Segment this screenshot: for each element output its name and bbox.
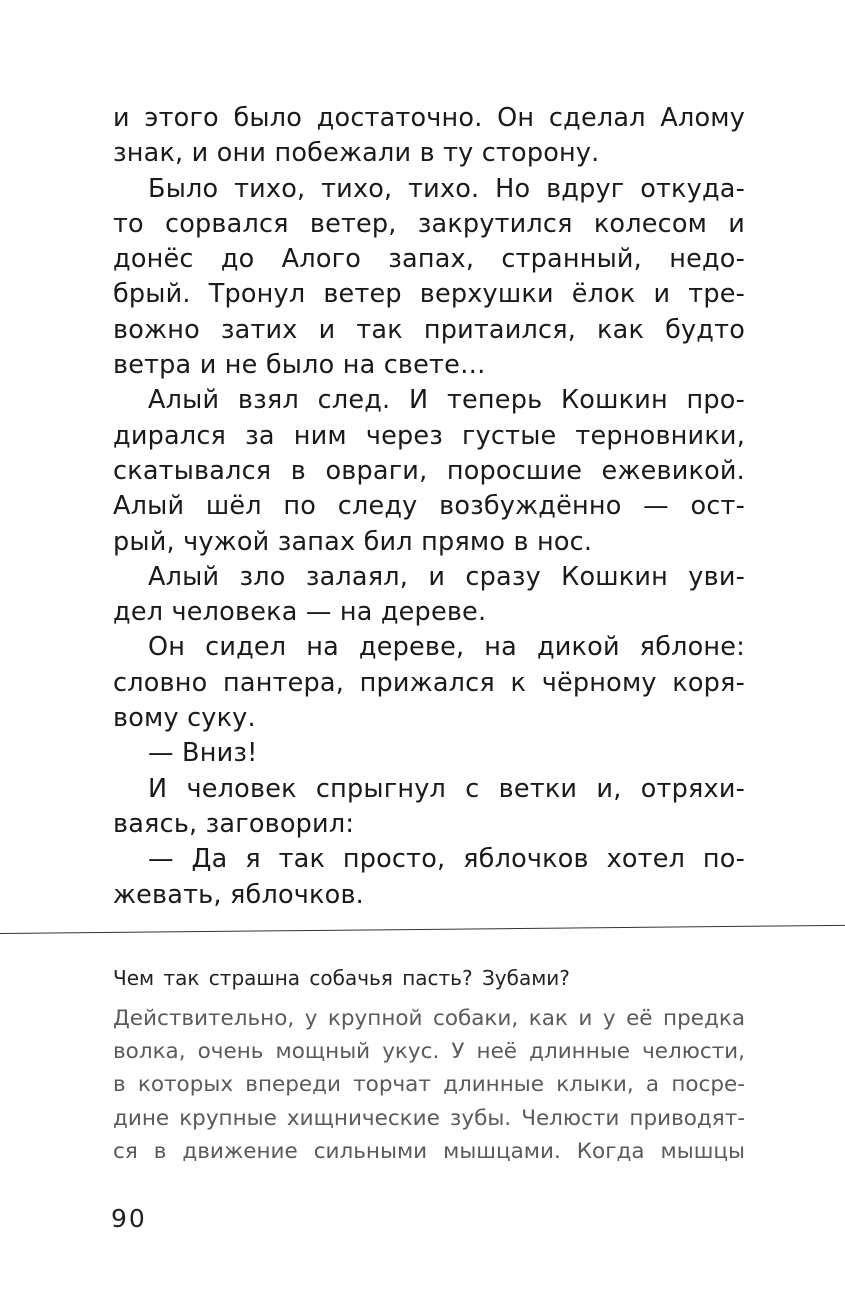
story-line: Алый шёл по следу возбуждённо — ост- <box>113 491 745 522</box>
story-line: знак, и они побежали в ту сторону. <box>113 138 600 169</box>
story-line: Алый зло залаял, и сразу Кошкин уви- <box>148 561 745 592</box>
story-line: словно пантера, прижался к чёрному коря- <box>113 667 745 698</box>
story-line: — Вниз! <box>148 738 258 769</box>
story-line: — Да я так просто, яблочков хотел по- <box>148 844 745 875</box>
story-line: жевать, яблочков. <box>113 879 364 910</box>
story-line: Он сидел на дереве, на дикой яблоне: <box>148 632 745 663</box>
page-number: 90 <box>111 1204 147 1233</box>
story-line: брый. Тронул ветер верхушки ёлок и тре- <box>113 279 745 310</box>
fact-box-title: Чем так страшна собачья пасть? Зубами? <box>113 966 570 990</box>
story-line: вому суку. <box>113 703 256 734</box>
fact-line: Действительно, у крупной собаки, как и у её предка <box>113 1006 745 1031</box>
story-line: И человек спрыгнул с ветки и, отряхи- <box>148 773 745 804</box>
section-divider <box>0 925 845 934</box>
fact-box-text <box>113 1002 745 1168</box>
story-line: дел человека — на дереве. <box>113 597 487 628</box>
story-line: рый, чужой запах бил прямо в нос. <box>113 526 593 557</box>
story-line: и этого было достаточно. Он сделал Алому <box>113 103 745 133</box>
story-line: донёс до Алого запах, странный, недо- <box>113 244 745 275</box>
fact-line: в которых впереди торчат длинные клыки, а посре- <box>113 1072 745 1098</box>
fact-line: дине крупные хищнические зубы. Челюсти приводят- <box>113 1105 745 1131</box>
fact-line: волка, очень мощный укус. У неё длинные челюсти, <box>113 1039 745 1065</box>
story-line: Было тихо, тихо, тихо. Но вдруг откуда- <box>148 173 745 204</box>
story-line: Алый взял след. И теперь Кошкин про- <box>148 385 745 416</box>
story-line: дирался за ним через густые терновники, <box>113 420 745 451</box>
story-line: скатывался в овраги, поросшие ежевикой. <box>113 455 745 486</box>
story-line: вожно затих и так притаился, как будто <box>113 314 745 345</box>
fact-line: ся в движение сильными мышцами. Когда мышцы <box>113 1138 745 1164</box>
story-line: то сорвался ветер, закрутился колесом и <box>113 208 745 239</box>
story-text <box>113 101 745 913</box>
story-line: ваясь, заговорил: <box>113 808 355 839</box>
story-line: ветра и не было на свете… <box>113 350 486 381</box>
